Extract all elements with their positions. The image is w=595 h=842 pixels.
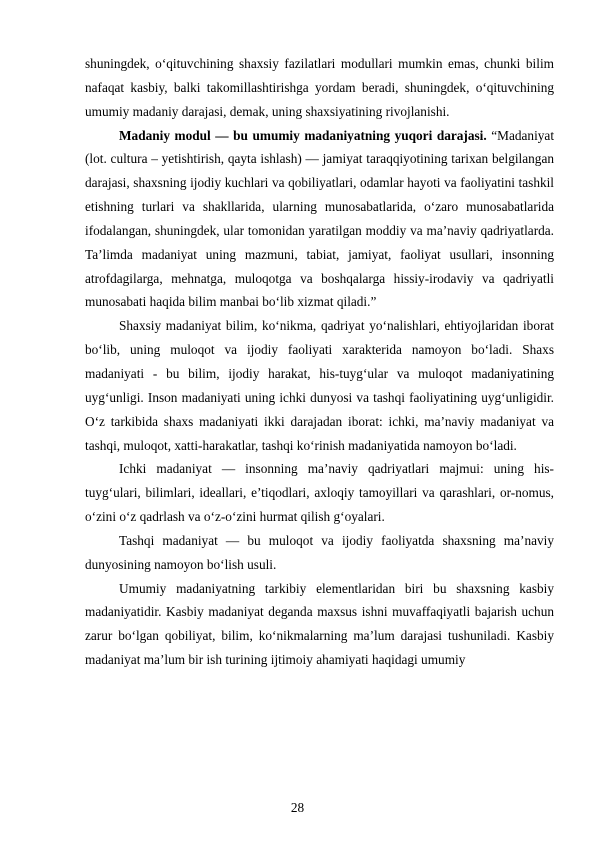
paragraph-2 xyxy=(85,124,554,315)
paragraph-4: Ichki madaniyat — insonning ma’naviy qadriyatlari majmui: uning his-tuyg‘ulari, bilimlari, ideallari, e’tiqodlari, axloqiy tamoyillari va qarashlari, or-nomus, o‘zini o‘z qadrlash va o‘z-o‘zini hurmat qilish g‘oyalari. xyxy=(85,461,554,525)
body-text xyxy=(85,52,554,672)
section-heading: Madaniy modul — bu umumiy madaniyatning yuqori darajasi. xyxy=(119,127,487,143)
paragraph-5: Tashqi madaniyat — bu muloqot va ijodiy faoliyatda shaxsning ma’naviy dunyosining namoyon bo‘lish usuli. xyxy=(85,532,554,572)
page-number: 28 xyxy=(290,800,305,815)
paragraph-1: shuningdek, o‘qituvchining shaxsiy fazilatlari modullari mumkin emas, chunki bilim nafaqat kasbiy, balki takomillashtirishga yordam beradi, shuningdek, o‘qituvchining umumiy madaniy darajasi, demak, uning shaxsiyatining rivojlanishi. xyxy=(85,56,554,119)
paragraph-6: Umumiy madaniyatning tarkibiy elementlaridan biri bu shaxsning kasbiy madaniyatidir. Kasbiy madaniyat deganda maxsus ishni muvaffaqiyatli bajarish uchun zarur bo‘lgan qobiliyat, bilim, ko‘nikmalarning ma’lum darajasi tushuniladi. Kasbiy madaniyat ma’lum bir ish turining ijtimoiy ahamiyati haqidagi umumiy xyxy=(85,580,554,668)
paragraph-2-text: “Madaniyat (lot. cultura – yetishtirish, qayta ishlash) — jamiyat taraqqiyotining tarixan belgilangan darajasi, shaxsning ijodiy kuchlari va qobiliyatlari, odamlar hayoti va faoliyatini tashkil etishning turlari va shakllarida, ularning munosabatlarida, o‘zaro munosabatlarida ifodalangan, shuningdek, ular tomonidan yaratilgan moddiy va ma’naviy qadriyatlarda. Ta’limda madaniyat uning mazmuni, tabiat, jamiyat, faoliyat usullari, insonning atrofdagilarga, mehnatga, muloqotga va boshqalarga hissiy-irodaviy va qadriyatli munosabati haqida bilim manbai bo‘lib xizmat qiladi.” xyxy=(85,127,555,310)
paragraph-3: Shaxsiy madaniyat bilim, ko‘nikma, qadriyat yo‘nalishlari, ehtiyojlaridan iborat bo‘lib, uning muloqot va ijodiy faoliyati xarakterida namoyon bo‘ladi. Shaxs madaniyati - bu bilim, ijodiy harakat, his-tuyg‘ular va muloqot madaniyatining uyg‘unligi. Inson madaniyati uning ichki dunyosi va tashqi faoliyatining uyg‘unligidir. O‘z tarkibida shaxs madaniyati ikki darajadan iborat: ichki, ma’naviy madaniyat va tashqi, muloqot, xatti-harakatlar, tashqi ko‘rinish madaniyatida namoyon bo‘ladi. xyxy=(85,318,554,453)
